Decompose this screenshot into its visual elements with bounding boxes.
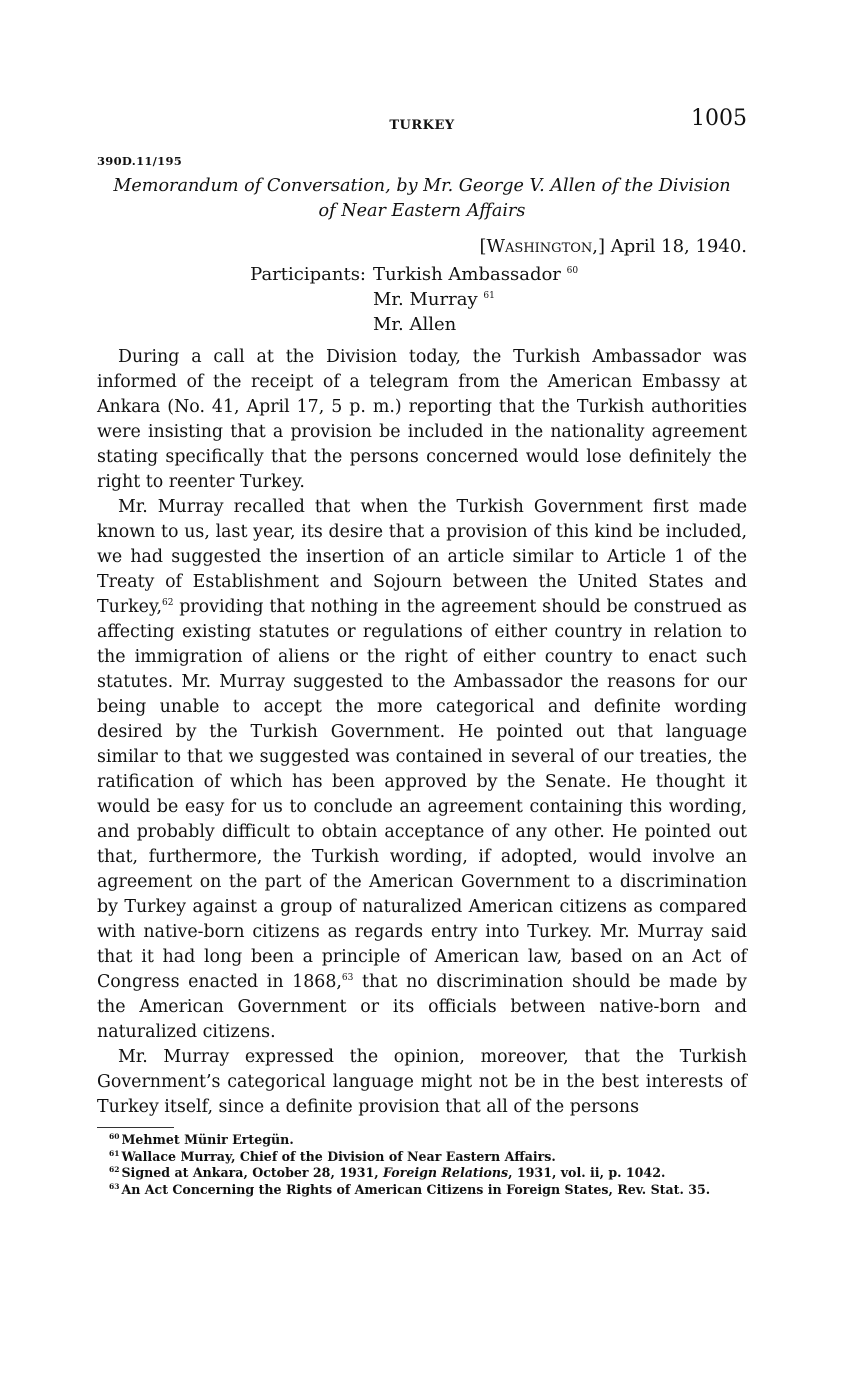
running-title: TURKEY [389, 118, 455, 133]
participants-block [97, 262, 747, 337]
paragraph: Mr. Murray expressed the opinion, moreover, that the Turkish Government’s categorical language might not be in the best interests of Turkey itself, since a definite provision that all of the persons [97, 1047, 747, 1117]
document-page [97, 104, 747, 1198]
footnote-divider [97, 1127, 174, 1128]
title-line-2: of Near Eastern Affairs [318, 201, 526, 221]
page-number: 1005 [691, 106, 747, 131]
footnote: $^{61}$ Wallace Murray, Chief of the Division of Near Eastern Affairs. [109, 1148, 556, 1164]
footnote-ref[interactable]: 61 [483, 291, 495, 301]
footnote: $^{60}$ Mehmet Münir Ertegün. [109, 1132, 294, 1147]
document-title [97, 174, 747, 224]
footnote: $^{62}$ Signed at Ankara, October 28, 1931, Foreign Relations, 1931, vol. ii, p. 1042. [109, 1165, 666, 1180]
footnote: $^{63}$ An Act Concerning the Rights of American Citizens in Foreign States, Rev. Stat. 35. [109, 1181, 711, 1197]
footnotes [97, 1132, 747, 1198]
participant-entry: Mr. Murray $^{61}$ [373, 289, 495, 310]
title-line-1: Memorandum of Conversation, by Mr. George V. Allen of the Division [113, 176, 731, 196]
dateline-place: [Washington,] [479, 236, 606, 257]
participant-entry: Mr. Allen [373, 314, 457, 335]
participant-entry: Turkish Ambassador $^{60}$ [373, 264, 579, 285]
file-number: 390D.11/195 [97, 154, 183, 168]
dateline-date: April 18, 1940. [610, 236, 747, 257]
dateline [97, 234, 747, 259]
paragraph: Mr. Murray recalled that when the Turkish Government first made known to us, last year, its desire that a provision of this kind be included, we had suggested the insertion of an article similar to Article 1 of the Treaty of Establishment and Sojourn between the United States and Turkey,$^{62}$ providing that nothing in the agreement should be construed as affecting existing statutes or regulations of either country in relation to the immigration of aliens or the right of either country to enact such statutes. Mr. Murray suggested to the Ambassador the reasons for our being unable to accept the more categorical and definite wording desired by the Turkish Government. He pointed out that language similar to that we suggested was contained in several of our treaties, the ratification of which has been approved by the Senate. He thought it would be easy for us to conclude an agreement containing this wording, and probably difficult to obtain acceptance of any other. He pointed out that, furthermore, the Turkish wording, if adopted, would involve an agreement on the part of the American Government to a discrimination by Turkey against a group of naturalized American citizens as compared with native-born citizens as regards entry into Turkey. Mr. Murray said that it had long been a principle of American law, based on an Act of Congress enacted in 1868,63 that no discrimination should be made by the American Government or its officials between native-born and naturalized citizens. [97, 497, 747, 1042]
footnote-ref[interactable]: 63 [341, 973, 354, 983]
footnote-ref[interactable]: 60 [566, 266, 579, 276]
footnote-ref[interactable]: 62 [161, 598, 174, 608]
paragraph: During a call at the Division today, the Turkish Ambassador was informed of the receipt of a telegram from the American Embassy at Ankara (No. 41, April 17, 5 p. m.) reporting that the Turkish authorities were insisting that a provision be included in the nationality agreement stating specifically that the persons concerned would lose definitely the right to reenter Turkey. [97, 347, 747, 492]
running-head [97, 104, 747, 138]
memo-body [97, 345, 747, 1120]
participants-label: Participants: [250, 264, 366, 285]
